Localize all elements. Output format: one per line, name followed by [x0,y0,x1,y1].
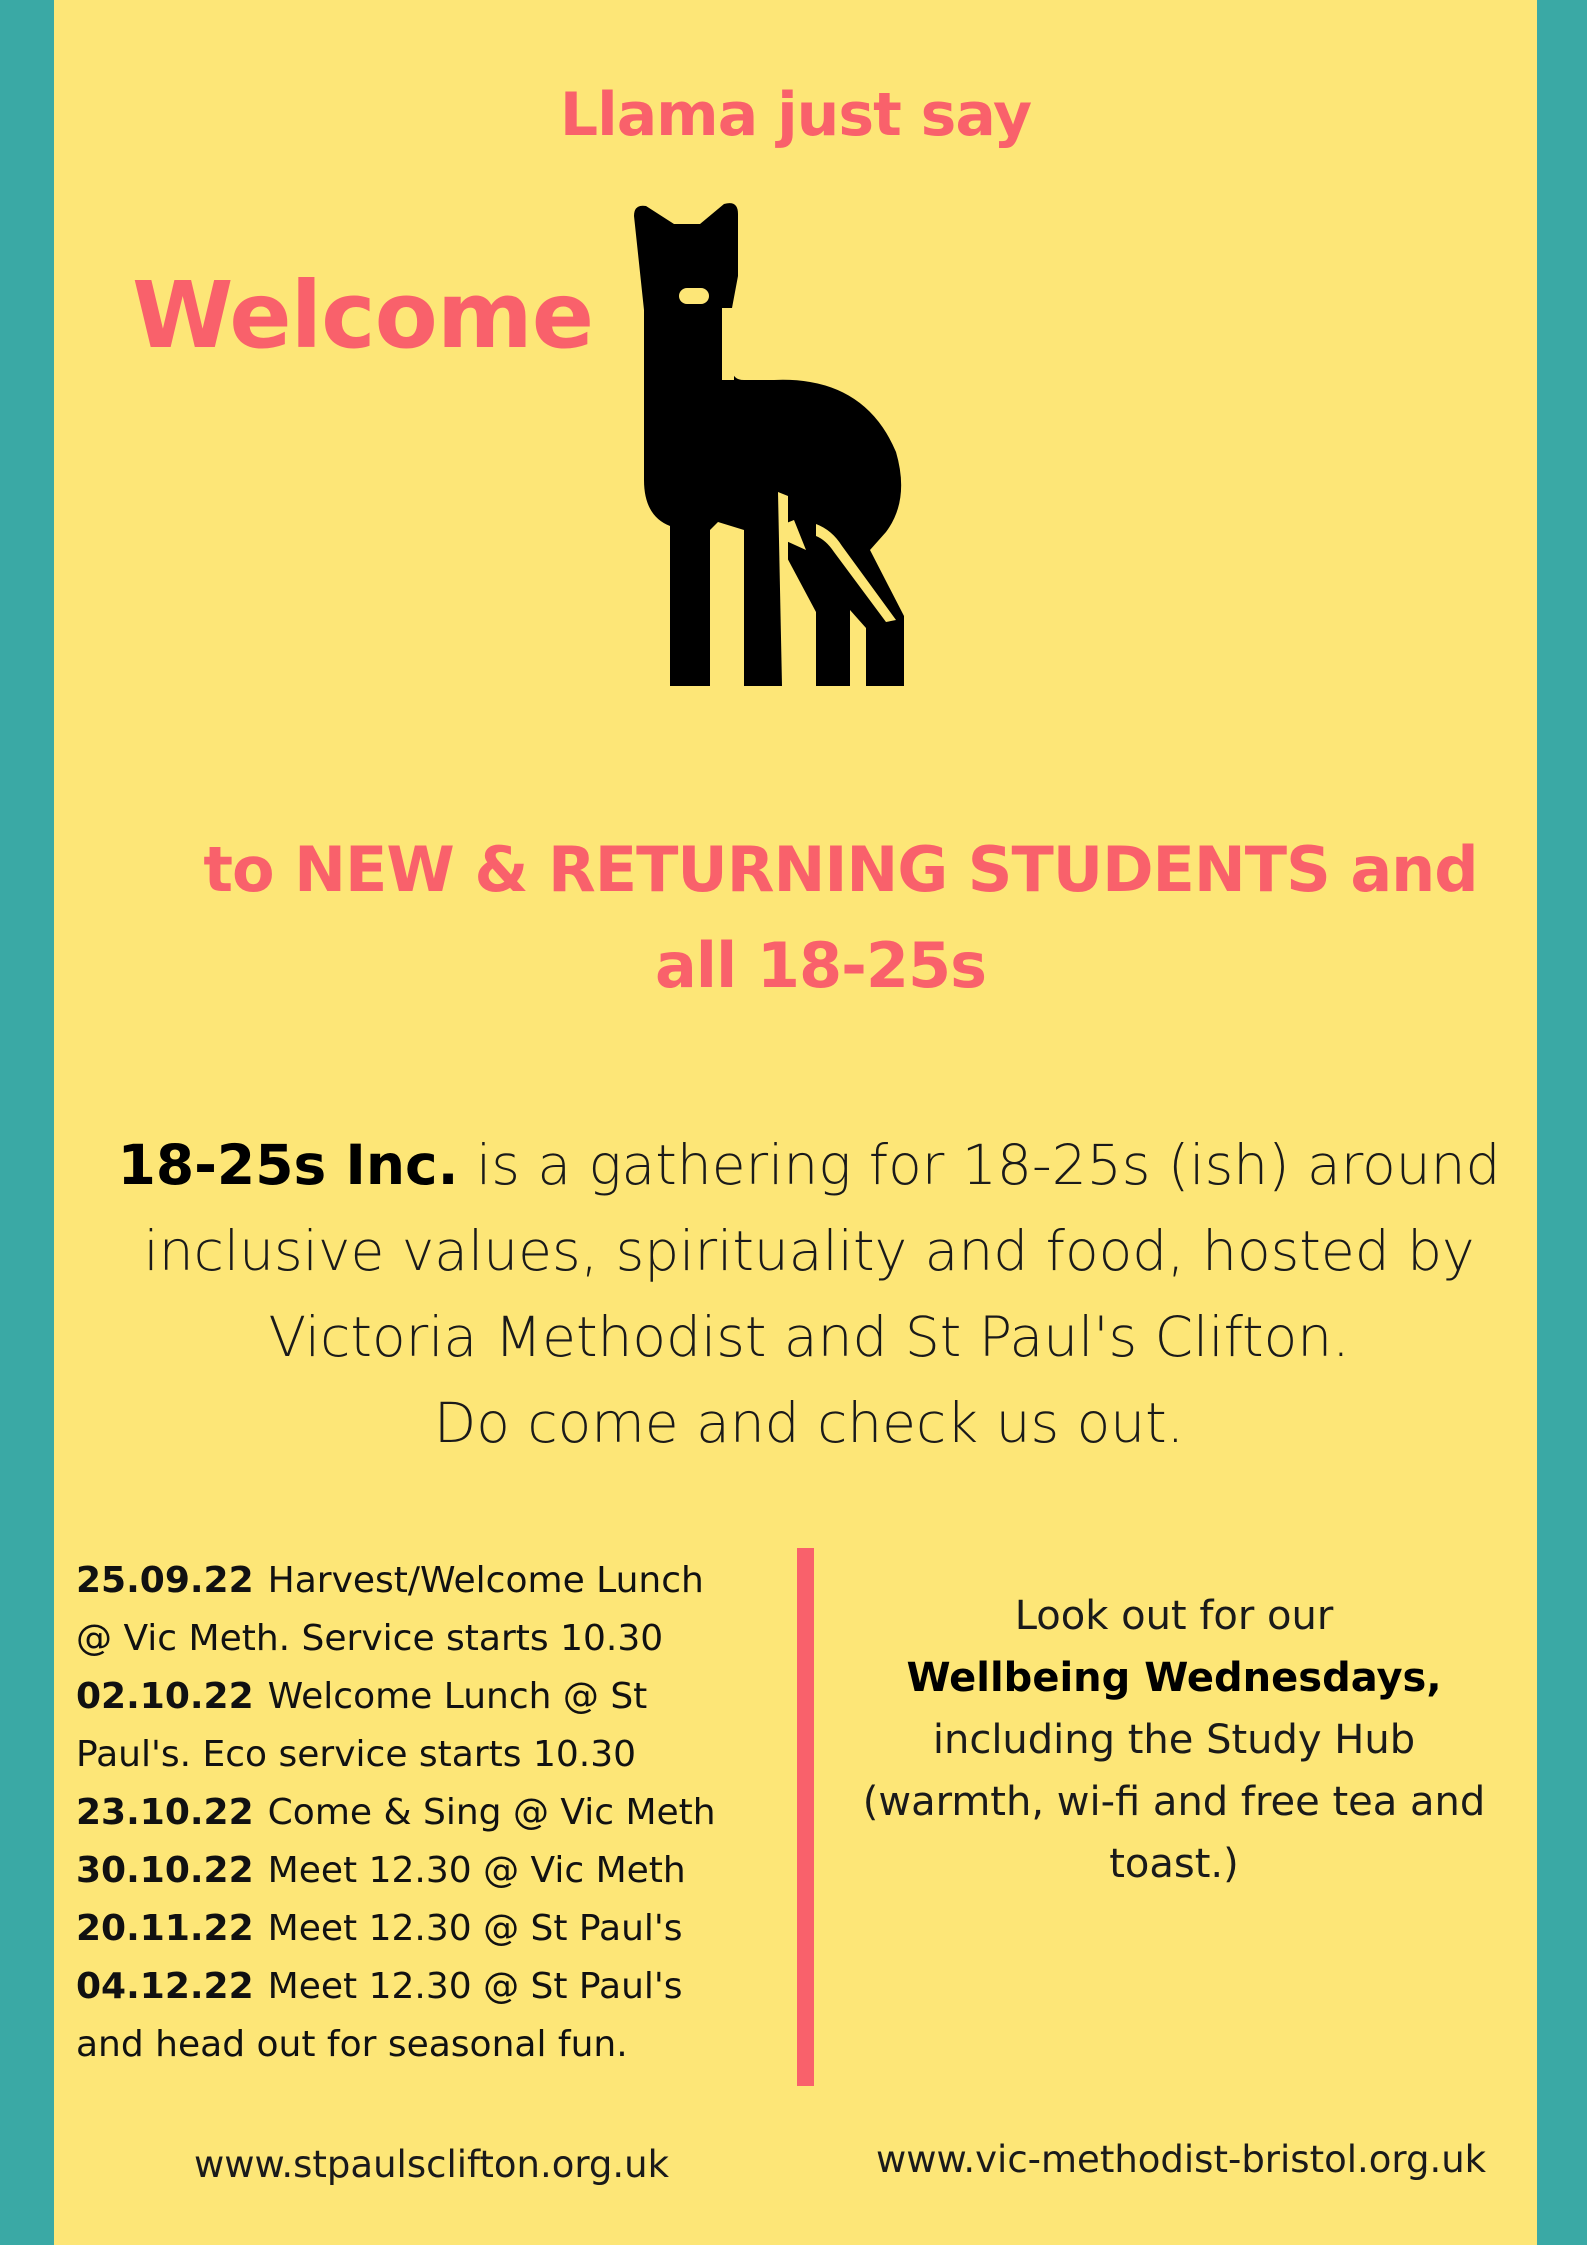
event-item [76,1784,816,1842]
intro-line-3: Victoria Methodist and St Paul's Clifton. [268,1305,1350,1369]
event-text: Come & Sing @ Vic Meth [267,1792,716,1833]
event-date: 30.10.22 [76,1850,254,1891]
intro-line-1 [114,1122,1504,1208]
tagline: Llama just say [559,80,1032,150]
event-item [76,1668,816,1726]
event-text: Harvest/Welcome Lunch [267,1560,704,1601]
event-item-continued: Paul's. Eco service starts 10.30 [76,1734,637,1775]
event-date: 02.10.22 [76,1676,254,1717]
wellbeing-title: Wellbeing Wednesdays, [906,1655,1442,1701]
vic-methodist-url[interactable]: www.vic-methodist-bristol.org.uk [876,2138,1487,2181]
event-item [76,1552,816,1610]
event-text: Meet 12.30 @ Vic Meth [267,1850,686,1891]
wellbeing-line-3: including the Study Hub [932,1717,1416,1763]
welcome-heading: Welcome [132,262,594,369]
wellbeing-line-5: toast.) [1109,1841,1239,1887]
event-text: Welcome Lunch @ St [267,1676,648,1717]
event-date: 25.09.22 [76,1560,254,1601]
audience-line-1: to NEW & RETURNING STUDENTS and [203,833,1478,906]
event-date: 04.12.22 [76,1966,254,2007]
event-text: Meet 12.30 @ St Paul's [267,1966,683,2007]
wellbeing-line-4: (warmth, wi-fi and free tea and [862,1779,1486,1825]
event-date: 23.10.22 [76,1792,254,1833]
stpauls-url[interactable]: www.stpaulsclifton.org.uk [194,2143,670,2186]
events-list [76,1552,816,2074]
intro-line-1-text: is a gathering for 18-25s (ish) around [458,1133,1501,1197]
intro-paragraph [114,1122,1504,1466]
intro-line-4: Do come and check us out. [433,1391,1185,1455]
event-item [76,1842,816,1900]
poster [54,0,1537,2245]
wellbeing-line-1: Look out for our [1014,1593,1334,1639]
event-item-continued: and head out for seasonal fun. [76,2024,628,2065]
event-item [76,1900,816,1958]
event-date: 20.11.22 [76,1908,254,1949]
llama-icon [634,200,1044,686]
wellbeing-note [854,1585,1494,1895]
audience-heading [54,822,1537,1014]
group-name: 18-25s Inc. [117,1133,459,1197]
intro-line-2: inclusive values, spirituality and food, hosted by [143,1219,1475,1283]
event-item [76,1958,816,2016]
column-divider [797,1548,814,2086]
event-text: Meet 12.30 @ St Paul's [267,1908,683,1949]
event-item-continued: @ Vic Meth. Service starts 10.30 [76,1618,664,1659]
audience-line-2: all 18-25s [654,929,987,1002]
